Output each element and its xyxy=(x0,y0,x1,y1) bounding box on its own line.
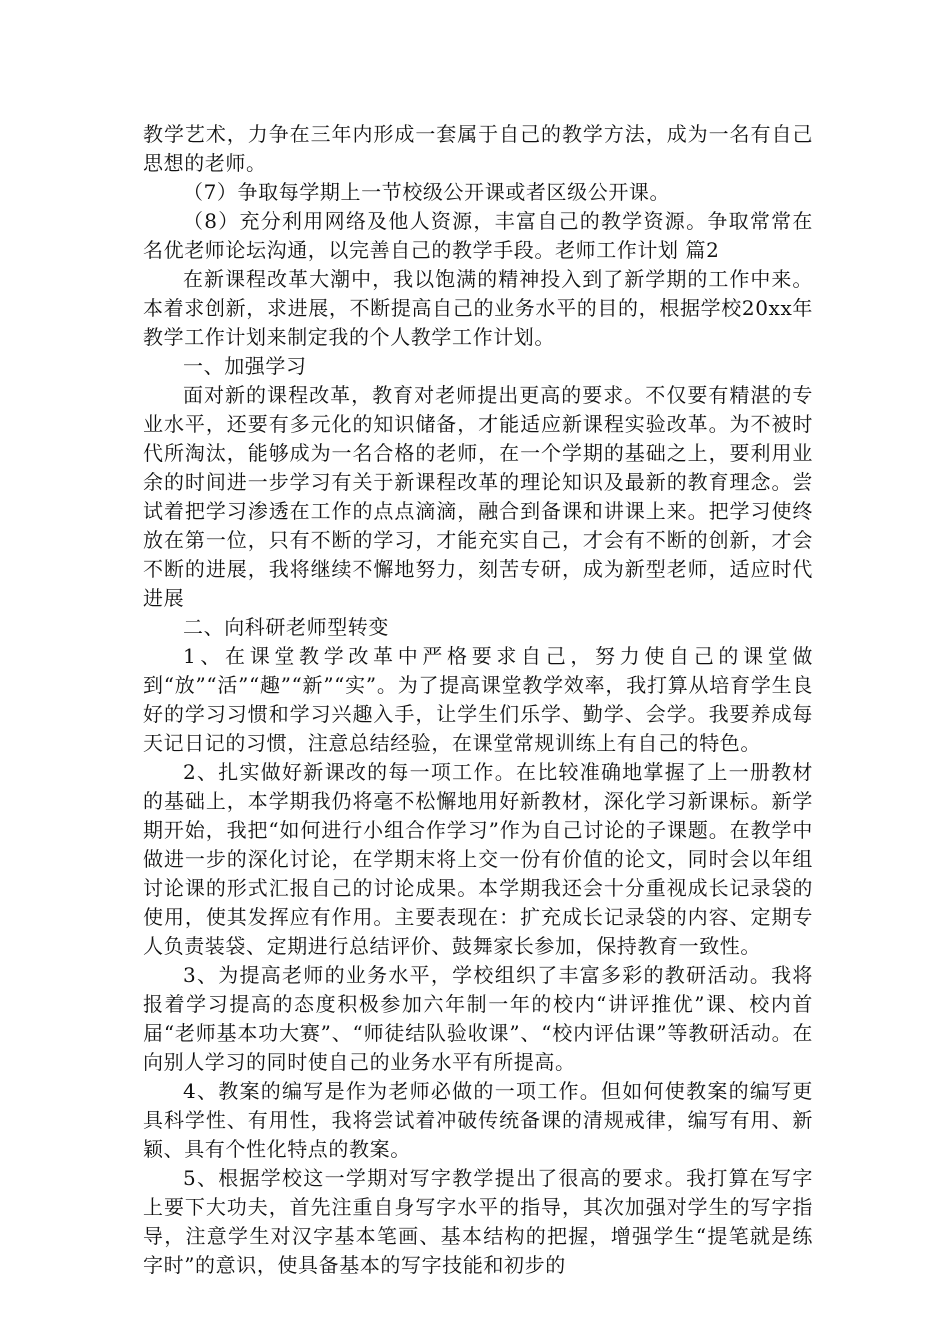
section-heading-2: 二、向科研老师型转变 xyxy=(183,615,389,639)
paragraph-continuation: 教学艺术，力争在三年内形成一套属于自己的教学方法，成为一名有自己思想的老师。 xyxy=(143,122,813,175)
paragraph-intro: 在新课程改革大潮中，我以饱满的精神投入到了新学期的工作中来。本着求创新，求进展，不断提高自己的业务水平的目的，根据学校20xx年教学工作计划来制定我的个人教学工作计划。 xyxy=(143,267,813,349)
paragraph-point-2: 2、扎实做好新课改的每一项工作。在比较准确地掌握了上一册教材的基础上，本学期我仍将毫不松懈地用好新教材，深化学习新课标。新学期开始，我把“如何进行小组合作学习”作为自己讨论的子课题。在教学中做进一步的深化讨论，在学期末将上交一份有价值的论文，同时会以年组讨论课的形式汇报自己的讨论成果。本学期我还会十分重视成长记录袋的使用，使其发挥应有作用。主要表现在：扩充成长记录袋的内容、定期专人负责装袋、定期进行总结评价、鼓舞家长参加，保持教育一致性。 xyxy=(143,760,813,958)
document-body xyxy=(143,120,813,1280)
paragraph-learning: 面对新的课程改革，教育对老师提出更高的要求。不仅要有精湛的专业水平，还要有多元化的知识储备，才能适应新课程实验改革。为不被时代所淘汰，能够成为一名合格的老师，在一个学期的基础之上，要利用业余的时间进一步学习有关于新课程改革的理论知识及最新的教育理念。尝试着把学习渗透在工作的点点滴滴，融合到备课和讲课上来。把学习使终放在第一位，只有不断的学习，才能充实自己，才会有不断的创新，才会不断的进展，我将继续不懈地努力，刻苦专研，成为新型老师，适应时代进展 xyxy=(143,383,813,610)
paragraph-point-4: 4、教案的编写是作为老师必做的一项工作。但如何使教案的编写更具科学性、有用性，我将尝试着冲破传统备课的清规戒律，编写有用、新颖、具有个性化特点的教案。 xyxy=(143,1079,813,1161)
paragraph-item-8: （8）充分利用网络及他人资源，丰富自己的教学资源。争取常常在名优老师论坛沟通，以完善自己的教学手段。老师工作计划 篇2 xyxy=(143,209,813,262)
paragraph-point-5: 5、根据学校这一学期对写字教学提出了很高的要求。我打算在写字上要下大功夫，首先注重自身写字水平的指导，其次加强对学生的写字指导，注意学生对汉字基本笔画、基本结构的把握，增强学生“提笔就是练字时”的意识，使具备基本的写字技能和初步的 xyxy=(143,1166,813,1277)
paragraph-point-1: 1、在课堂教学改革中严格要求自己，努力使自己的课堂做到“放”“活”“趣”“新”“实”。为了提高课堂教学效率，我打算从培育学生良好的学习习惯和学习兴趣入手，让学生们乐学、勤学、会学。我要养成每天记日记的习惯，注意总结经验，在课堂常规训练上有自己的特色。 xyxy=(143,644,813,755)
paragraph-point-3: 3、为提高老师的业务水平，学校组织了丰富多彩的教研活动。我将报着学习提高的态度积极参加六年制一年的校内“讲评推优”课、校内首届“老师基本功大赛”、“师徒结队验收课”、“校内评估课”等教研活动。在向别人学习的同时使自己的业务水平有所提高。 xyxy=(143,963,813,1074)
section-heading-1: 一、加强学习 xyxy=(183,354,307,378)
paragraph-item-7: （7）争取每学期上一节校级公开课或者区级公开课。 xyxy=(183,180,671,204)
